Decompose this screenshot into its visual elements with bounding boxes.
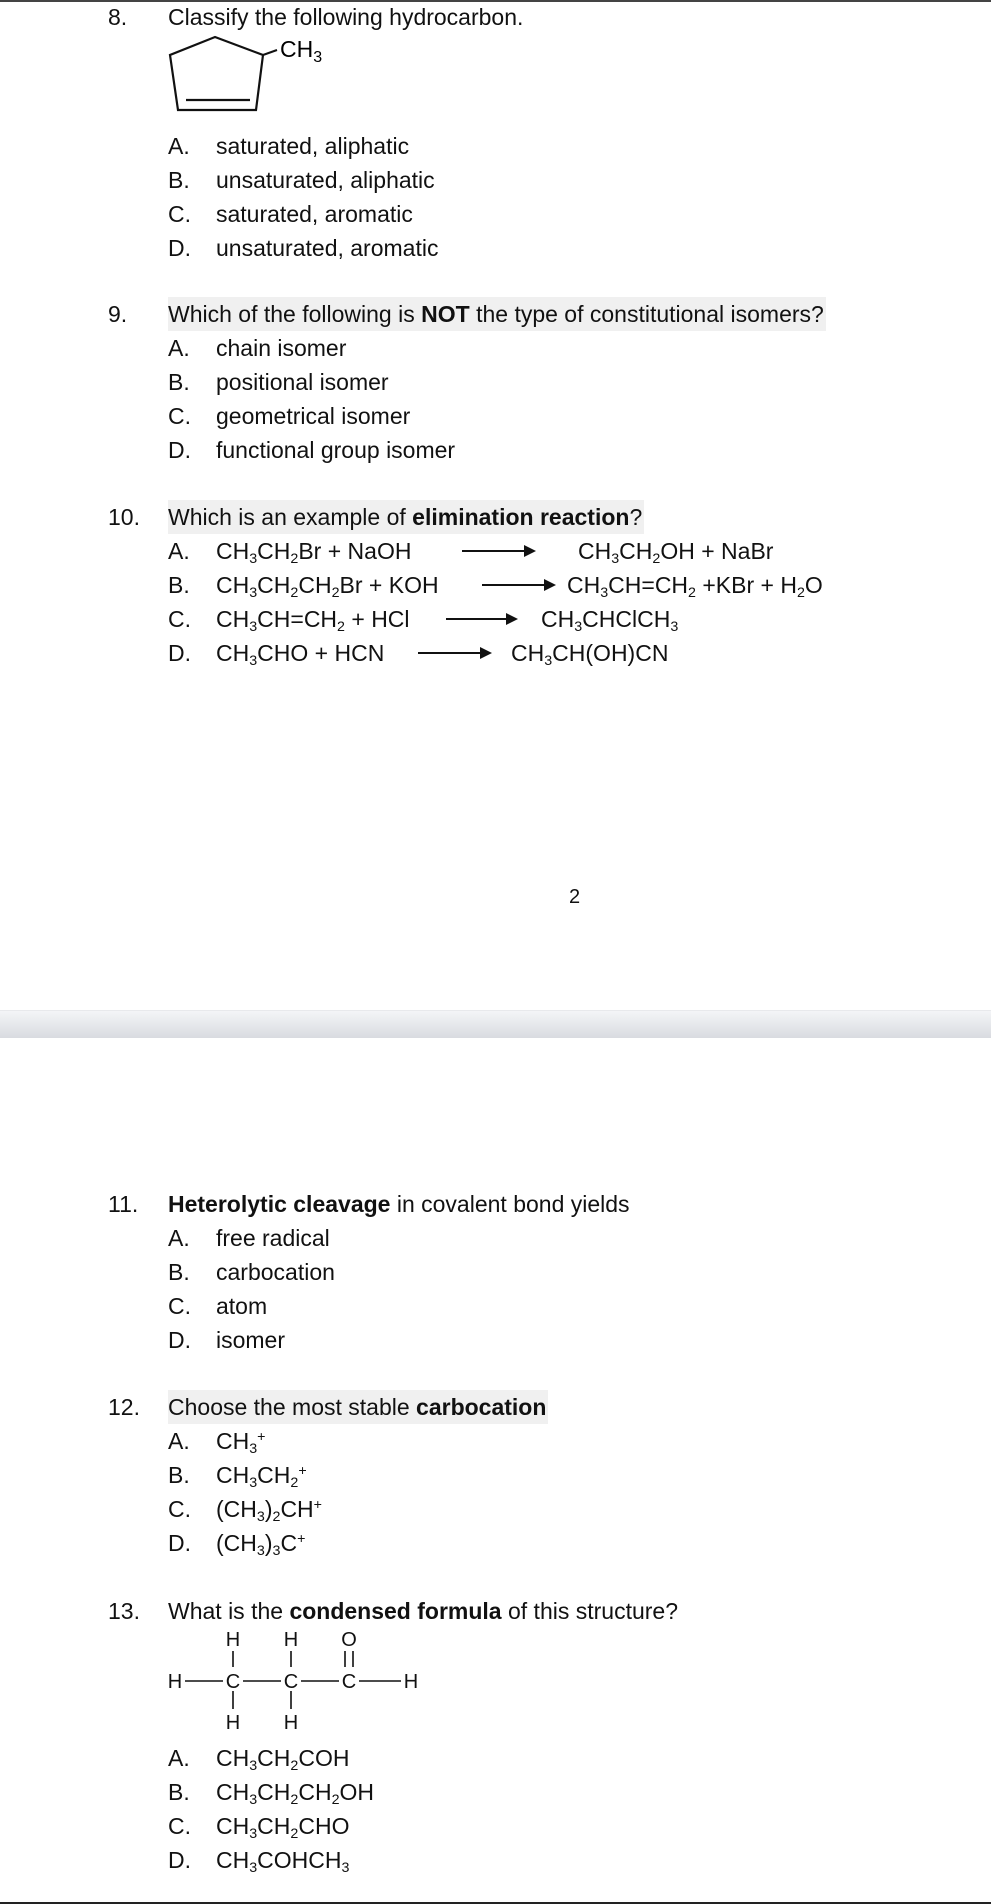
atom-label: H: [403, 1671, 419, 1693]
question-text: [168, 1390, 548, 1424]
option-c[interactable]: [0, 197, 991, 231]
methylcyclopentene-structure: [160, 30, 360, 120]
atom-label: H: [283, 1712, 299, 1734]
question-text-part: of this structure?: [501, 1598, 679, 1624]
question-text: [168, 500, 644, 534]
option-a[interactable]: [0, 1221, 991, 1255]
option-letter: A.: [168, 335, 190, 361]
option-letter: D.: [168, 640, 191, 666]
reaction-products: $CH_3CHClCH_3$: [541, 606, 679, 635]
option-d[interactable]: [0, 1843, 991, 1877]
question-emphasis: elimination reaction: [412, 504, 630, 530]
option-c[interactable]: [0, 1289, 991, 1323]
option-text: saturated, aliphatic: [216, 133, 410, 159]
option-a[interactable]: [0, 534, 991, 568]
option-b[interactable]: [0, 1775, 991, 1809]
option-letter: B.: [168, 369, 190, 395]
question-12: [0, 1390, 991, 1560]
question-10: [0, 500, 991, 670]
option-text: unsaturated, aromatic: [216, 235, 439, 261]
option-text: carbocation: [216, 1259, 335, 1285]
option-letter: D.: [168, 437, 191, 463]
option-d[interactable]: [0, 1323, 991, 1357]
question-10-stem: [0, 500, 991, 534]
option-c[interactable]: [0, 1492, 991, 1526]
option-text: functional group isomer: [216, 437, 456, 463]
option-letter: D.: [168, 235, 191, 261]
atom-label: O: [341, 1629, 357, 1651]
page-2: [0, 1038, 991, 1904]
question-number: 11.: [108, 1191, 139, 1217]
question-9-stem: [0, 297, 991, 331]
option-text: $CH_3CH_2^+$: [216, 1462, 307, 1491]
reaction-reactants: $CH_3CHO$ + HCN: [216, 640, 385, 669]
option-c[interactable]: [0, 1809, 991, 1843]
option-b[interactable]: [0, 1255, 991, 1289]
question-number: 13.: [108, 1598, 140, 1624]
question-8: [0, 0, 991, 34]
option-d[interactable]: [0, 231, 991, 265]
option-letter: D.: [168, 1847, 191, 1873]
reaction-reactants: $CH_3CH=CH_2$ + HCl: [216, 606, 410, 635]
option-letter: B.: [168, 1462, 190, 1488]
option-a[interactable]: [0, 1741, 991, 1775]
question-emphasis: NOT: [421, 301, 470, 327]
atom-label: C: [283, 1671, 299, 1693]
option-a[interactable]: [0, 331, 991, 365]
question-text-part: What is the: [168, 1598, 290, 1624]
option-d[interactable]: [0, 636, 991, 670]
propanal-structural-formula: [165, 1629, 435, 1739]
option-letter: A.: [168, 538, 190, 564]
option-letter: A.: [168, 1428, 190, 1454]
reaction-arrow-icon: [446, 618, 516, 620]
question-12-stem: [0, 1390, 991, 1424]
option-letter: B.: [168, 1259, 190, 1285]
page-number: 2: [569, 886, 581, 908]
question-13-stem: [0, 1594, 991, 1628]
option-letter: A.: [168, 1745, 190, 1771]
option-d[interactable]: [0, 1526, 991, 1560]
question-8-options: [0, 129, 991, 265]
option-text: chain isomer: [216, 335, 347, 361]
option-letter: C.: [168, 606, 191, 632]
option-text: $(CH_3)_2CH^+$: [216, 1496, 322, 1525]
question-text: [168, 297, 826, 331]
reaction-reactants: $CH_3CH_2Br$ + NaOH: [216, 538, 412, 567]
reaction-products: $CH_3CH(OH)CN$: [511, 640, 669, 669]
option-letter: C.: [168, 403, 191, 429]
option-c[interactable]: [0, 399, 991, 433]
option-text: positional isomer: [216, 369, 389, 395]
option-text: geometrical isomer: [216, 403, 411, 429]
atom-label: C: [341, 1671, 357, 1693]
reaction-reactants: $CH_3CH_2CH_2Br$ + KOH: [216, 572, 439, 601]
option-letter: D.: [168, 1327, 191, 1353]
reaction-arrow-icon: [418, 652, 490, 654]
question-text-part: ?: [629, 504, 643, 530]
question-text: [168, 1187, 630, 1221]
option-text: free radical: [216, 1225, 330, 1251]
question-text: Classify the following hydrocarbon.: [168, 4, 524, 30]
option-text: $CH_3^+$: [216, 1428, 266, 1457]
option-text: $CH_3CH_2COH$: [216, 1745, 350, 1774]
option-text: isomer: [216, 1327, 286, 1353]
option-b[interactable]: [0, 1458, 991, 1492]
option-b[interactable]: [0, 568, 991, 602]
option-text: $CH_3COHCH_3$: [216, 1847, 350, 1876]
question-text-part: in covalent bond yields: [390, 1191, 630, 1217]
question-13: [0, 1594, 991, 1628]
option-letter: D.: [168, 1530, 191, 1556]
question-13-options: [0, 1741, 991, 1877]
option-a[interactable]: [0, 1424, 991, 1458]
page-gap: [0, 1010, 991, 1040]
option-letter: C.: [168, 1496, 191, 1522]
option-letter: C.: [168, 1813, 191, 1839]
question-text-part: the type of constitutional isomers?: [469, 301, 824, 327]
option-d[interactable]: [0, 433, 991, 467]
reaction-products: $CH_3CH=CH_2 +KBr + H_2O$: [567, 572, 823, 601]
atom-label: H: [225, 1712, 241, 1734]
option-text: $(CH_3)_3C^+$: [216, 1530, 306, 1559]
question-8-stem: [0, 0, 991, 34]
option-letter: A.: [168, 1225, 190, 1251]
option-letter: B.: [168, 572, 190, 598]
option-letter: B.: [168, 1779, 190, 1805]
reaction-arrow-icon: [482, 584, 554, 586]
question-number: 8.: [108, 4, 128, 30]
question-11-stem: [0, 1187, 991, 1221]
option-a[interactable]: [0, 129, 991, 163]
atom-label: H: [167, 1671, 183, 1693]
question-9: [0, 297, 991, 467]
option-letter: C.: [168, 1293, 191, 1319]
option-letter: A.: [168, 133, 190, 159]
option-b[interactable]: [0, 365, 991, 399]
option-b[interactable]: [0, 163, 991, 197]
question-text-part: Which of the following is: [168, 301, 422, 327]
option-text: $CH_3CH_2CHO$: [216, 1813, 350, 1842]
question-number: 9.: [108, 301, 128, 327]
question-emphasis: Heterolytic cleavage: [168, 1191, 391, 1217]
option-text: unsaturated, aliphatic: [216, 167, 435, 193]
question-emphasis: carbocation: [416, 1394, 547, 1420]
option-c[interactable]: [0, 602, 991, 636]
question-text-part: Which is an example of: [168, 504, 413, 530]
atom-label: H: [225, 1629, 241, 1651]
question-emphasis: condensed formula: [289, 1598, 502, 1624]
reaction-arrow-icon: [462, 550, 534, 552]
option-text: atom: [216, 1293, 268, 1319]
atom-label: C: [225, 1671, 241, 1693]
option-text: saturated, aromatic: [216, 201, 413, 227]
reaction-products: $CH_3CH_2OH$ + NaBr: [578, 538, 774, 567]
question-text-part: Choose the most stable: [168, 1394, 417, 1420]
methyl-label: $CH_3$: [280, 36, 323, 66]
question-number: 10.: [108, 504, 140, 530]
question-text: [168, 1594, 678, 1628]
option-letter: B.: [168, 167, 190, 193]
option-letter: C.: [168, 201, 191, 227]
atom-label: H: [283, 1629, 299, 1651]
option-text: $CH_3CH_2CH_2OH$: [216, 1779, 375, 1808]
question-11: [0, 1187, 991, 1357]
question-number: 12.: [108, 1394, 140, 1420]
